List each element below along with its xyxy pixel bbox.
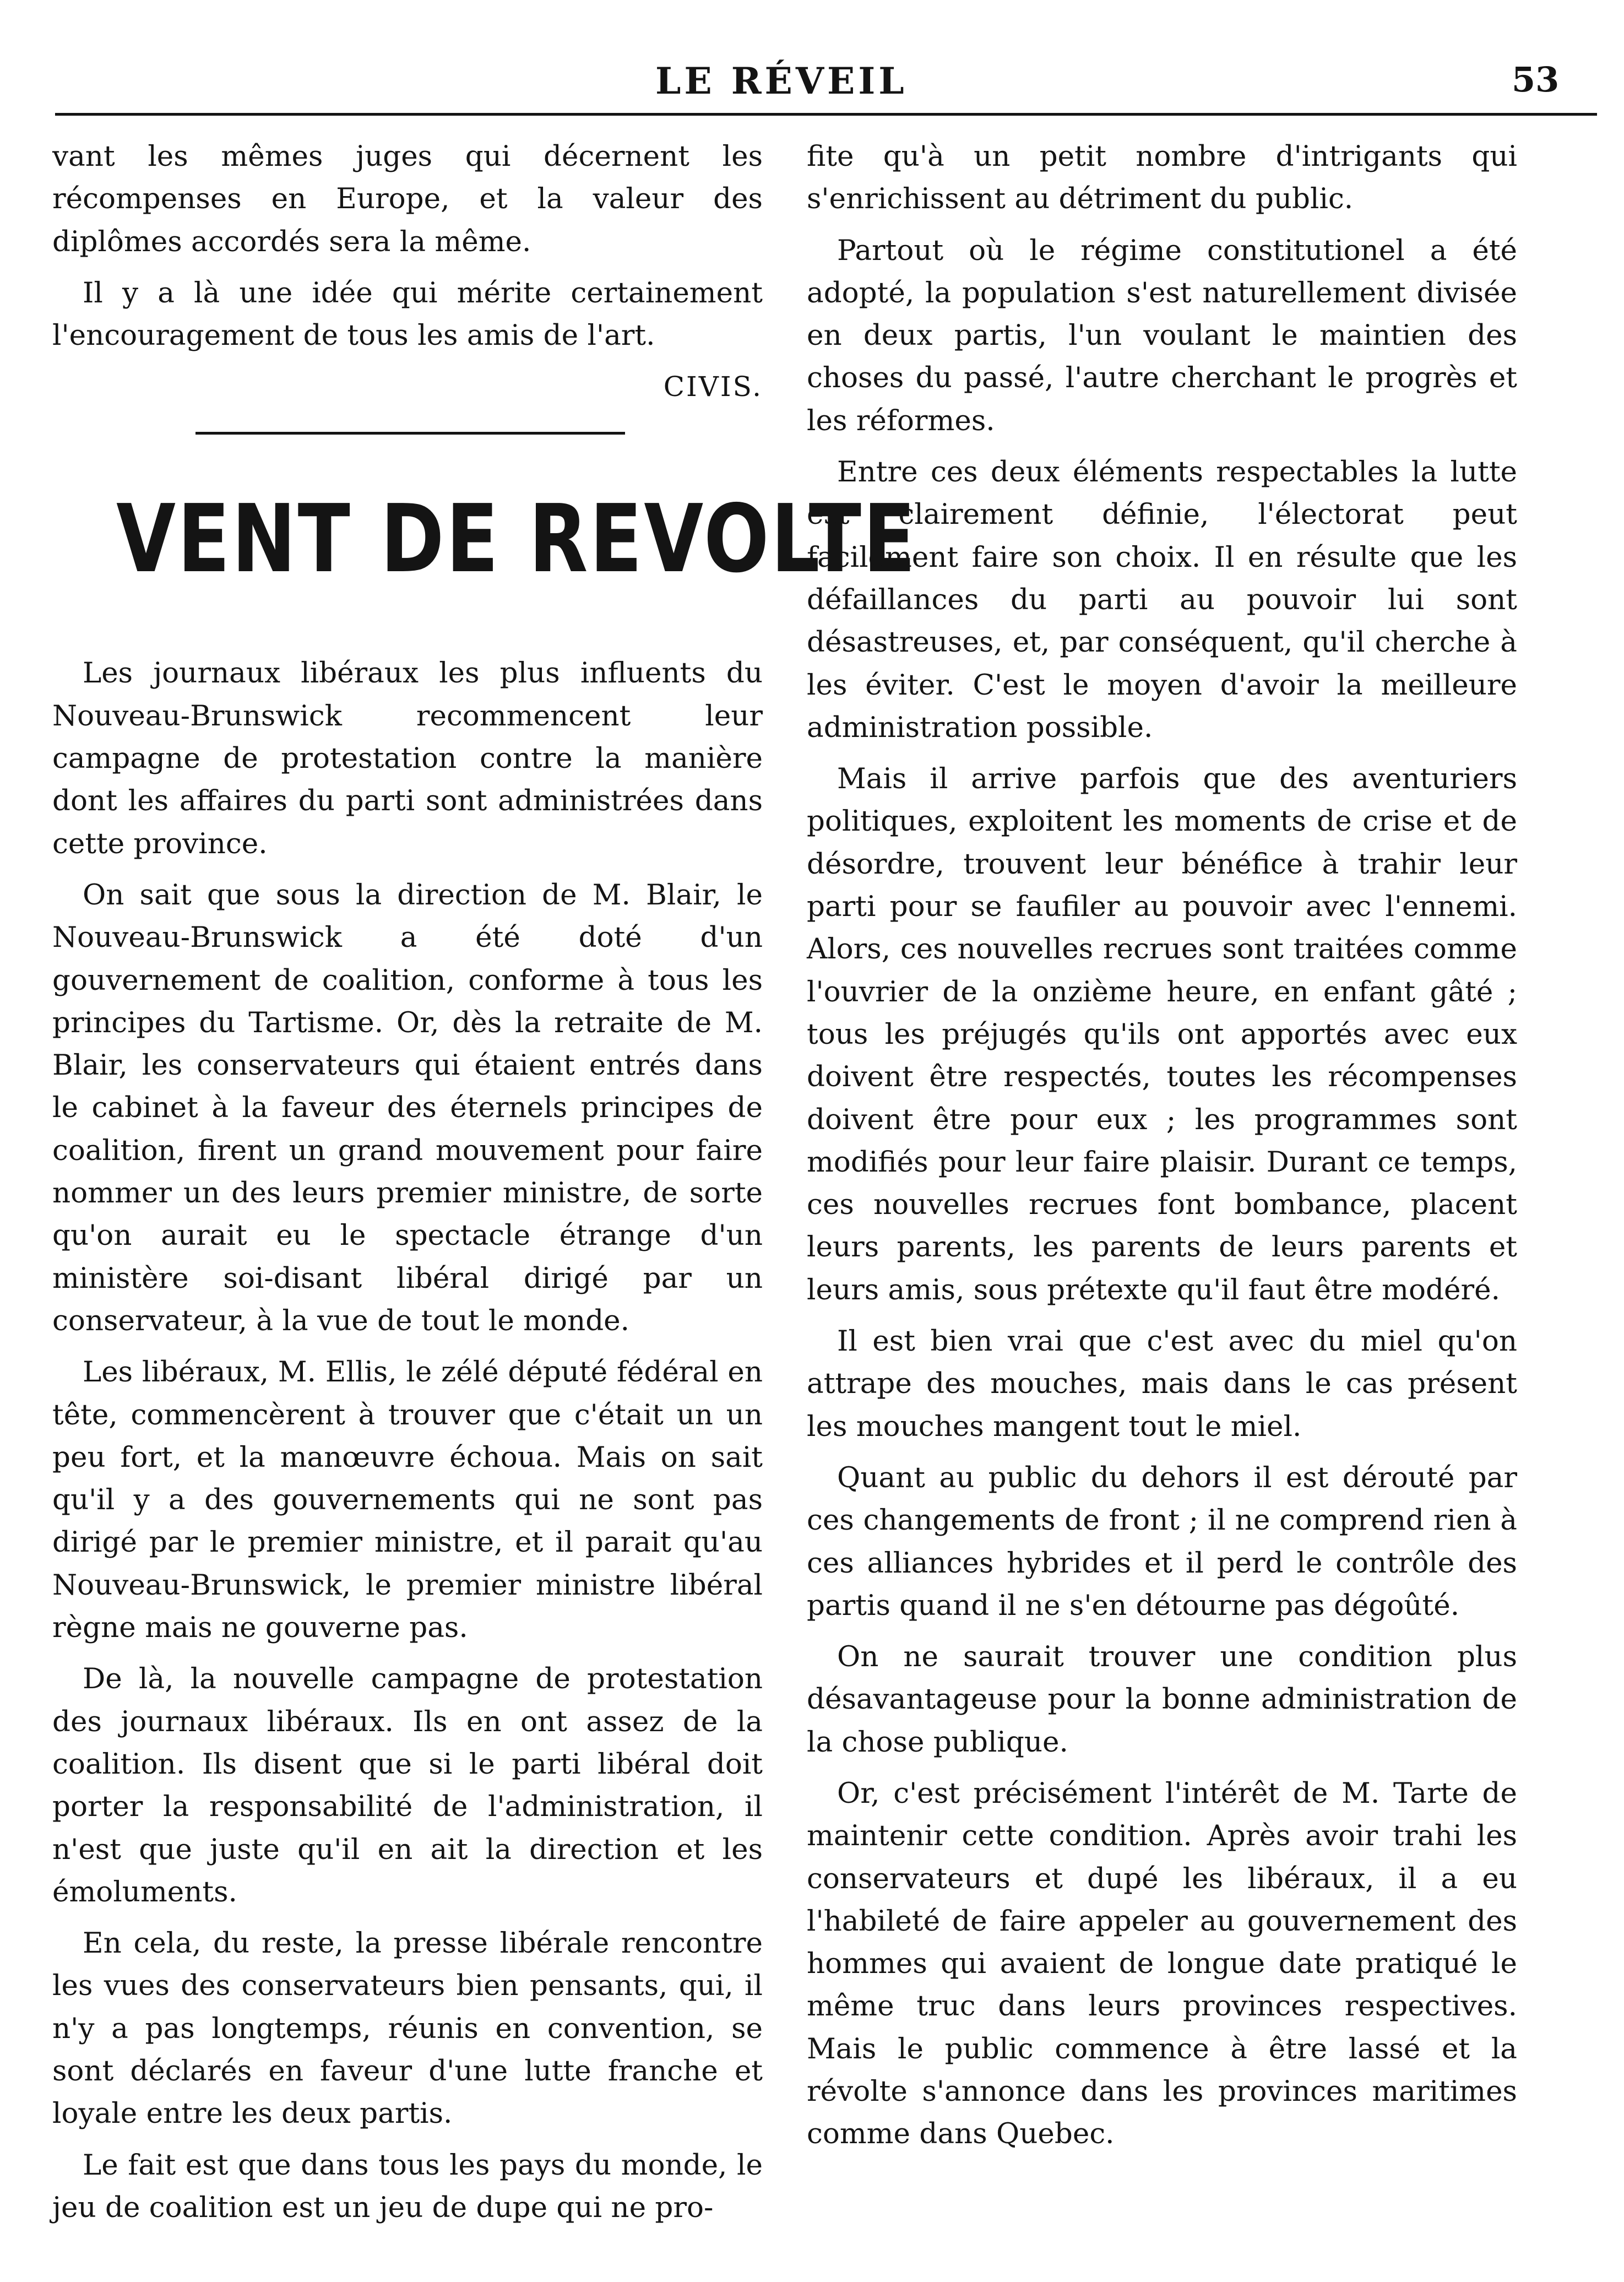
right-column — [807, 135, 1517, 2165]
paragraph: En cela, du reste, la presse libérale rencontre les vues des conservateurs bien pensants, qui, il n'y a pas longtemps, réunis en convention, se sont déclarés en faveur d'une lutte franche et loyale entre les deux partis. — [52, 1927, 763, 2131]
page-number: 53 — [1512, 59, 1560, 100]
paragraph: Les libéraux, M. Ellis, le zélé député fédéral en tête, commencèrent à trouver que c'était un un peu fort, et la manœuvre échoua. Mais on sait qu'il y a des gouvernements qui ne sont pas dirigé par le premier ministre, et il parait qu'au Nouveau-Brunswick, le premier ministre libéral règne mais ne gouverne pas. — [52, 1356, 763, 1645]
paragraph: On sait que sous la direction de M. Blair, le Nouveau-Brunswick a été doté d'un gouvernement de coalition, conforme à tous les principes du Tartisme. Or, dès la retraite de M. Blair, les conservateurs qui étaient entrés dans le cabinet à la faveur des éternels principes de coalition, firent un grand mouvement pour faire nommer un des leurs premier ministre, de sorte qu'on aurait eu le spectacle étrange d'un ministère soi-disant libéral dirigé par un conservateur, à la vue de tout le monde. — [52, 878, 763, 1337]
running-title: LE RÉVEIL — [655, 59, 908, 102]
paragraph: Partout où le régime constitutionel a été adopté, la population s'est naturellement divisée en deux partis, l'un voulant le maintien des choses du passé, l'autre cherchant le progrès et les réformes. — [807, 234, 1517, 437]
header-rule — [55, 113, 1597, 116]
article-headline: VENT DE REVOLTE — [116, 485, 917, 594]
paragraph: De là, la nouvelle campagne de protestation des journaux libéraux. Ils en ont assez de la coalition. Ils disent que si le parti libéral doit porter la responsabilité de l'administration, il n'est que juste qu'il en ait la direction et les émoluments. — [52, 1662, 763, 1909]
paragraph: Entre ces deux éléments respectables la lutte est clairement définie, l'électorat peut facilement faire son choix. Il en résulte que les défaillances du parti au pouvoir lui sont désastreuses, et, par conséquent, qu'il cherche à les éviter. C'est le moyen d'avoir la meilleure administration possible. — [807, 456, 1517, 744]
paragraph: On ne saurait trouver une condition plus désavantageuse pour la bonne administration de la chose publique. — [807, 1640, 1517, 1759]
paragraph: Il est bien vrai que c'est avec du miel qu'on attrape des mouches, mais dans le cas présent les mouches mangent tout le miel. — [807, 1325, 1517, 1443]
paragraph: Or, c'est précisément l'intérêt de M. Tarte de maintenir cette condition. Après avoir trahi les conservateurs et dupé les libéraux, il a eu l'habileté de faire appeler au gouvernement des hommes qui avaient de longue date pratiqué le même truc dans leurs provinces respectives. Mais le public commence à être lassé et la révolte s'annonce dans les provinces maritimes comme dans Quebec. — [807, 1776, 1517, 2151]
page-header — [0, 0, 1624, 121]
paragraph: Le fait est que dans tous les pays du monde, le jeu de coalition est un jeu de dupe qui ne pro- — [52, 2148, 763, 2224]
paragraph: Les journaux libéraux les plus influents du Nouveau-Brunswick recommencent leur campagne de protestation contre la manière dont les affaires du parti sont administrées dans cette province. — [52, 657, 763, 860]
author-signature: CIVIS. — [663, 371, 763, 403]
paragraph: Il y a là une idée qui mérite certainement l'encouragement de tous les amis de l'art. — [52, 276, 763, 353]
paragraph: Quant au public du dehors il est dérouté par ces changements de front ; il ne comprend rien à ces alliances hybrides et il perd le contrôle des partis quand il ne s'en détourne pas dégoûté. — [807, 1461, 1517, 1622]
paragraph: Mais il arrive parfois que des aventuriers politiques, exploitent les moments de crise et de désordre, trouvent leur bénéfice à trahir leur parti pour se faufiler au pouvoir avec l'ennemi. Alors, ces nouvelles recrues sont traitées comme l'ouvrier de la onzième heure, en enfant gâté ; tous les préjugés qu'ils ont apportés avec eux doivent être respectés, toutes les récompenses doivent être pour eux ; les programmes sont modifiés pour leur faire plaisir. Durant ce temps, ces nouvelles recrues font bombance, placent leurs parents, les parents de leurs parents et leurs amis, sous prétexte qu'il faut être modéré. — [807, 762, 1517, 1307]
left-column — [52, 135, 917, 2238]
section-divider — [195, 432, 625, 435]
paragraph: fite qu'à un petit nombre d'intrigants qui s'enrichissent au détriment du public. — [807, 140, 1517, 216]
paragraph: vant les mêmes juges qui décernent les récompenses en Europe, et la valeur des diplômes accordés sera la même. — [52, 140, 763, 258]
